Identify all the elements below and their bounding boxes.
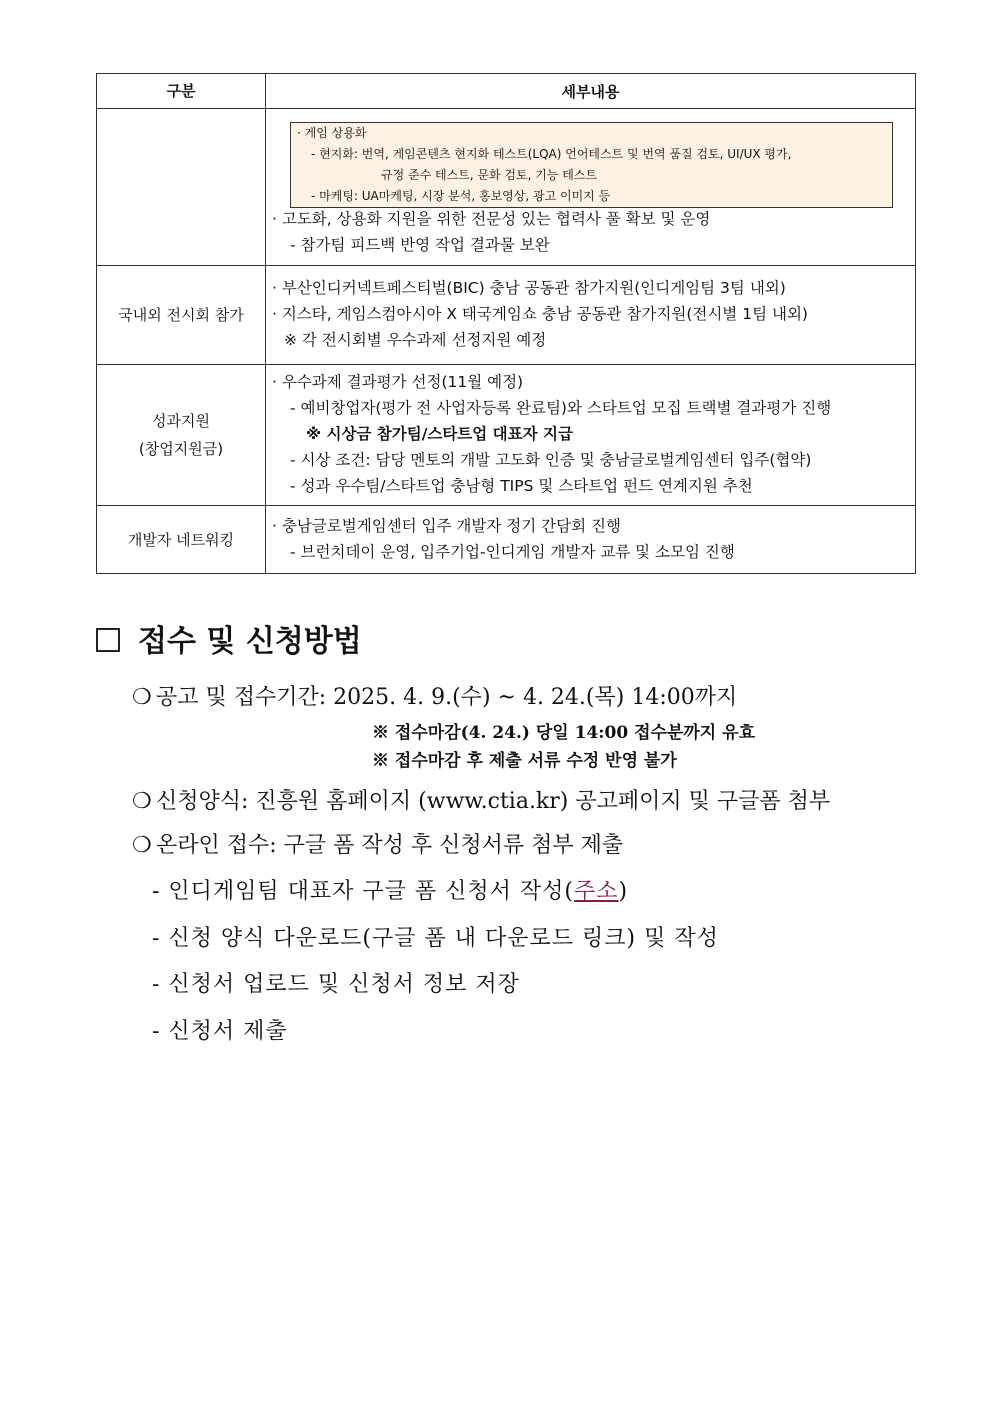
- step-item: - 신청 양식 다운로드(구글 폼 내 다운로드 링크) 및 작성: [152, 926, 719, 951]
- circle-bullet-icon: ❍: [132, 789, 152, 814]
- application-section: [96, 620, 916, 1044]
- note-line: - 현지화: 번역, 게임콘텐츠 현지화 테스트(LQA) 언어테스트 및 번역 품질 검토, UI/UX 평가,: [311, 147, 792, 161]
- period-note: ※ 접수마감(4. 24.) 당일 14:00 접수분까지 유효: [372, 723, 755, 743]
- online-item: [132, 828, 623, 859]
- table-row: [97, 109, 916, 266]
- detail-line: - 참가팀 피드백 반영 작업 결과물 보완: [290, 236, 550, 254]
- note-line: - 마케팅: UA마케팅, 시장 분석, 홍보영상, 광고 이미지 등: [311, 189, 611, 203]
- step-item: [152, 874, 628, 905]
- header-details: 세부내용: [266, 74, 916, 109]
- table-row: [97, 266, 916, 365]
- step-item: - 신청서 업로드 및 신청서 정보 저장: [152, 972, 520, 997]
- period-text: 공고 및 접수기간: 2025. 4. 9.(수) ~ 4. 24.(목) 14:00까지: [156, 685, 738, 710]
- online-text: 온라인 접수: 구글 폼 작성 후 신청서류 첨부 제출: [156, 833, 624, 858]
- row1-details: [266, 109, 916, 266]
- commercialization-note-box: [290, 122, 893, 208]
- row1-category: [97, 109, 266, 266]
- step-text: - 인디게임팀 대표자 구글 폼 신청서 작성(: [152, 879, 575, 904]
- row3-category: [97, 365, 266, 506]
- checkbox-square-icon: [96, 628, 120, 652]
- note-line: 규정 준수 테스트, 문화 검토, 기능 테스트: [381, 168, 597, 182]
- circle-bullet-icon: ❍: [132, 685, 152, 710]
- row4-category: 개발자 네트워킹: [97, 506, 266, 574]
- detail-line: · 고도화, 상용화 지원을 위한 전문성 있는 협력사 풀 확보 및 운영: [272, 210, 711, 228]
- form-item: [132, 784, 830, 815]
- form-text: 신청양식: 진흥원 홈페이지 (www.ctia.kr) 공고페이지 및 구글폼 첨부: [156, 789, 831, 814]
- row2-details: [266, 266, 916, 365]
- table-header-row: [97, 74, 916, 109]
- row3-category-line: (창업지원금): [138, 440, 224, 458]
- step-text: ): [618, 879, 629, 904]
- detail-line: - 시상 조건: 담당 멘토의 개발 고도화 인증 및 충남글로벌게임센터 입주(협약): [290, 451, 812, 469]
- detail-line: · 우수과제 결과평가 선정(11월 예정): [272, 373, 524, 391]
- detail-line: ※ 시상금 참가팀/스타트업 대표자 지급: [306, 425, 573, 443]
- table-row: [97, 365, 916, 506]
- period-note: ※ 접수마감 후 제출 서류 수정 반영 불가: [372, 751, 677, 771]
- step-item: - 신청서 제출: [152, 1019, 288, 1044]
- table-row: [97, 506, 916, 574]
- detail-line: - 성과 우수팀/스타트업 충남형 TIPS 및 스타트업 펀드 연계지원 추천: [290, 477, 753, 495]
- header-category: 구분: [97, 74, 266, 109]
- program-details-table: [96, 73, 916, 574]
- period-item: [132, 680, 737, 711]
- row4-details: [266, 506, 916, 574]
- section-title: [96, 620, 916, 664]
- note-line: · 게임 상용화: [297, 126, 367, 140]
- row2-category: 국내외 전시회 참가: [97, 266, 266, 365]
- detail-line: · 지스타, 게임스컴아시아 X 태국게임쇼 충남 공동관 참가지원(전시별 1팀 내외): [272, 305, 808, 323]
- row3-details: [266, 365, 916, 506]
- detail-line: ※ 각 전시회별 우수과제 선정지원 예정: [284, 331, 547, 349]
- detail-line: · 충남글로벌게임센터 입주 개발자 정기 간담회 진행: [272, 516, 621, 535]
- address-link[interactable]: 주소: [574, 879, 619, 904]
- detail-line: - 예비창업자(평가 전 사업자등록 완료팀)와 스타트업 모집 트랙별 결과평가 진행: [290, 399, 832, 417]
- detail-line: - 브런치데이 운영, 입주기업-인디게임 개발자 교류 및 소모임 진행: [290, 542, 735, 561]
- row3-category-line: 성과지원: [152, 412, 210, 430]
- section-title-text: 접수 및 신청방법: [138, 624, 362, 659]
- circle-bullet-icon: ❍: [132, 833, 152, 858]
- detail-line: · 부산인디커넥트페스티벌(BIC) 충남 공동관 참가지원(인디게임팀 3팀 내외): [272, 279, 786, 297]
